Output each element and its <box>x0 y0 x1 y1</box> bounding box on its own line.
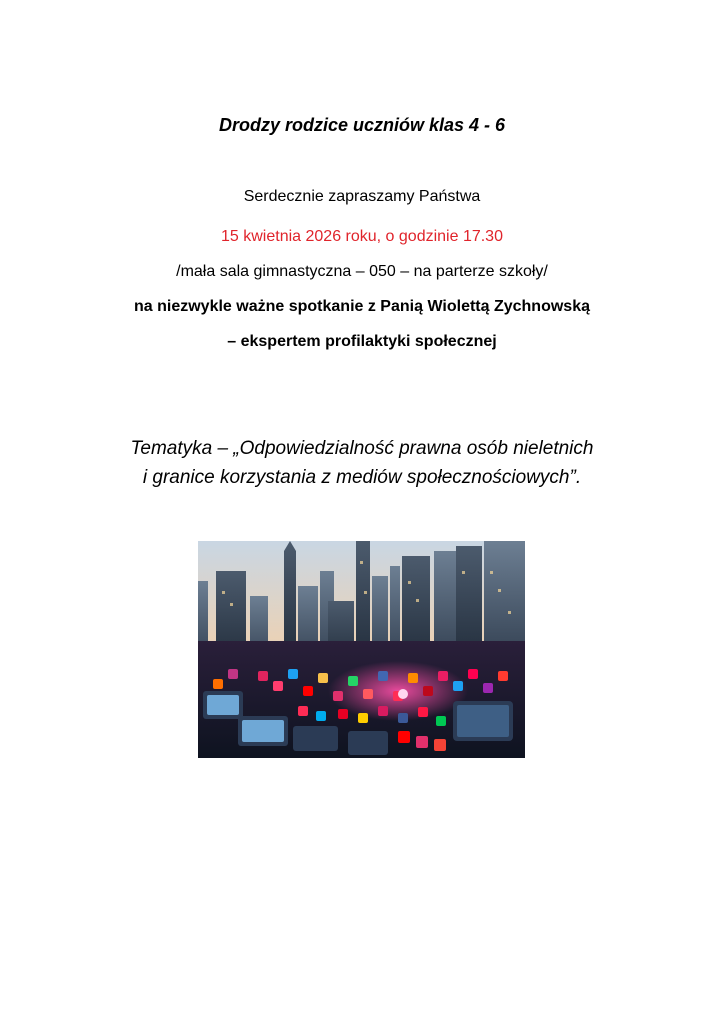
expert-description: – ekspertem profilaktyki społecznej <box>227 333 497 350</box>
social-media-city-illustration <box>198 541 525 758</box>
invitation-text: Serdecznie zapraszamy Państwa <box>243 188 481 205</box>
event-date-time: 15 kwietnia 2026 roku, o godzinie 17.30 <box>221 228 503 245</box>
event-venue: /mała sala gimnastyczna – 050 – na parterze szkoły/ <box>176 263 548 280</box>
topic-line-1: Tematyka – „Odpowiedzialność prawna osób nieletnich <box>130 438 594 459</box>
topic-line-2: i granice korzystania z mediów społecznościowych”. <box>142 467 582 488</box>
meeting-description: na niezwykle ważne spotkanie z Panią Wiolettą Zychnowską <box>134 298 590 315</box>
greeting-heading: Drodzy rodzice uczniów klas 4 - 6 <box>218 115 506 135</box>
